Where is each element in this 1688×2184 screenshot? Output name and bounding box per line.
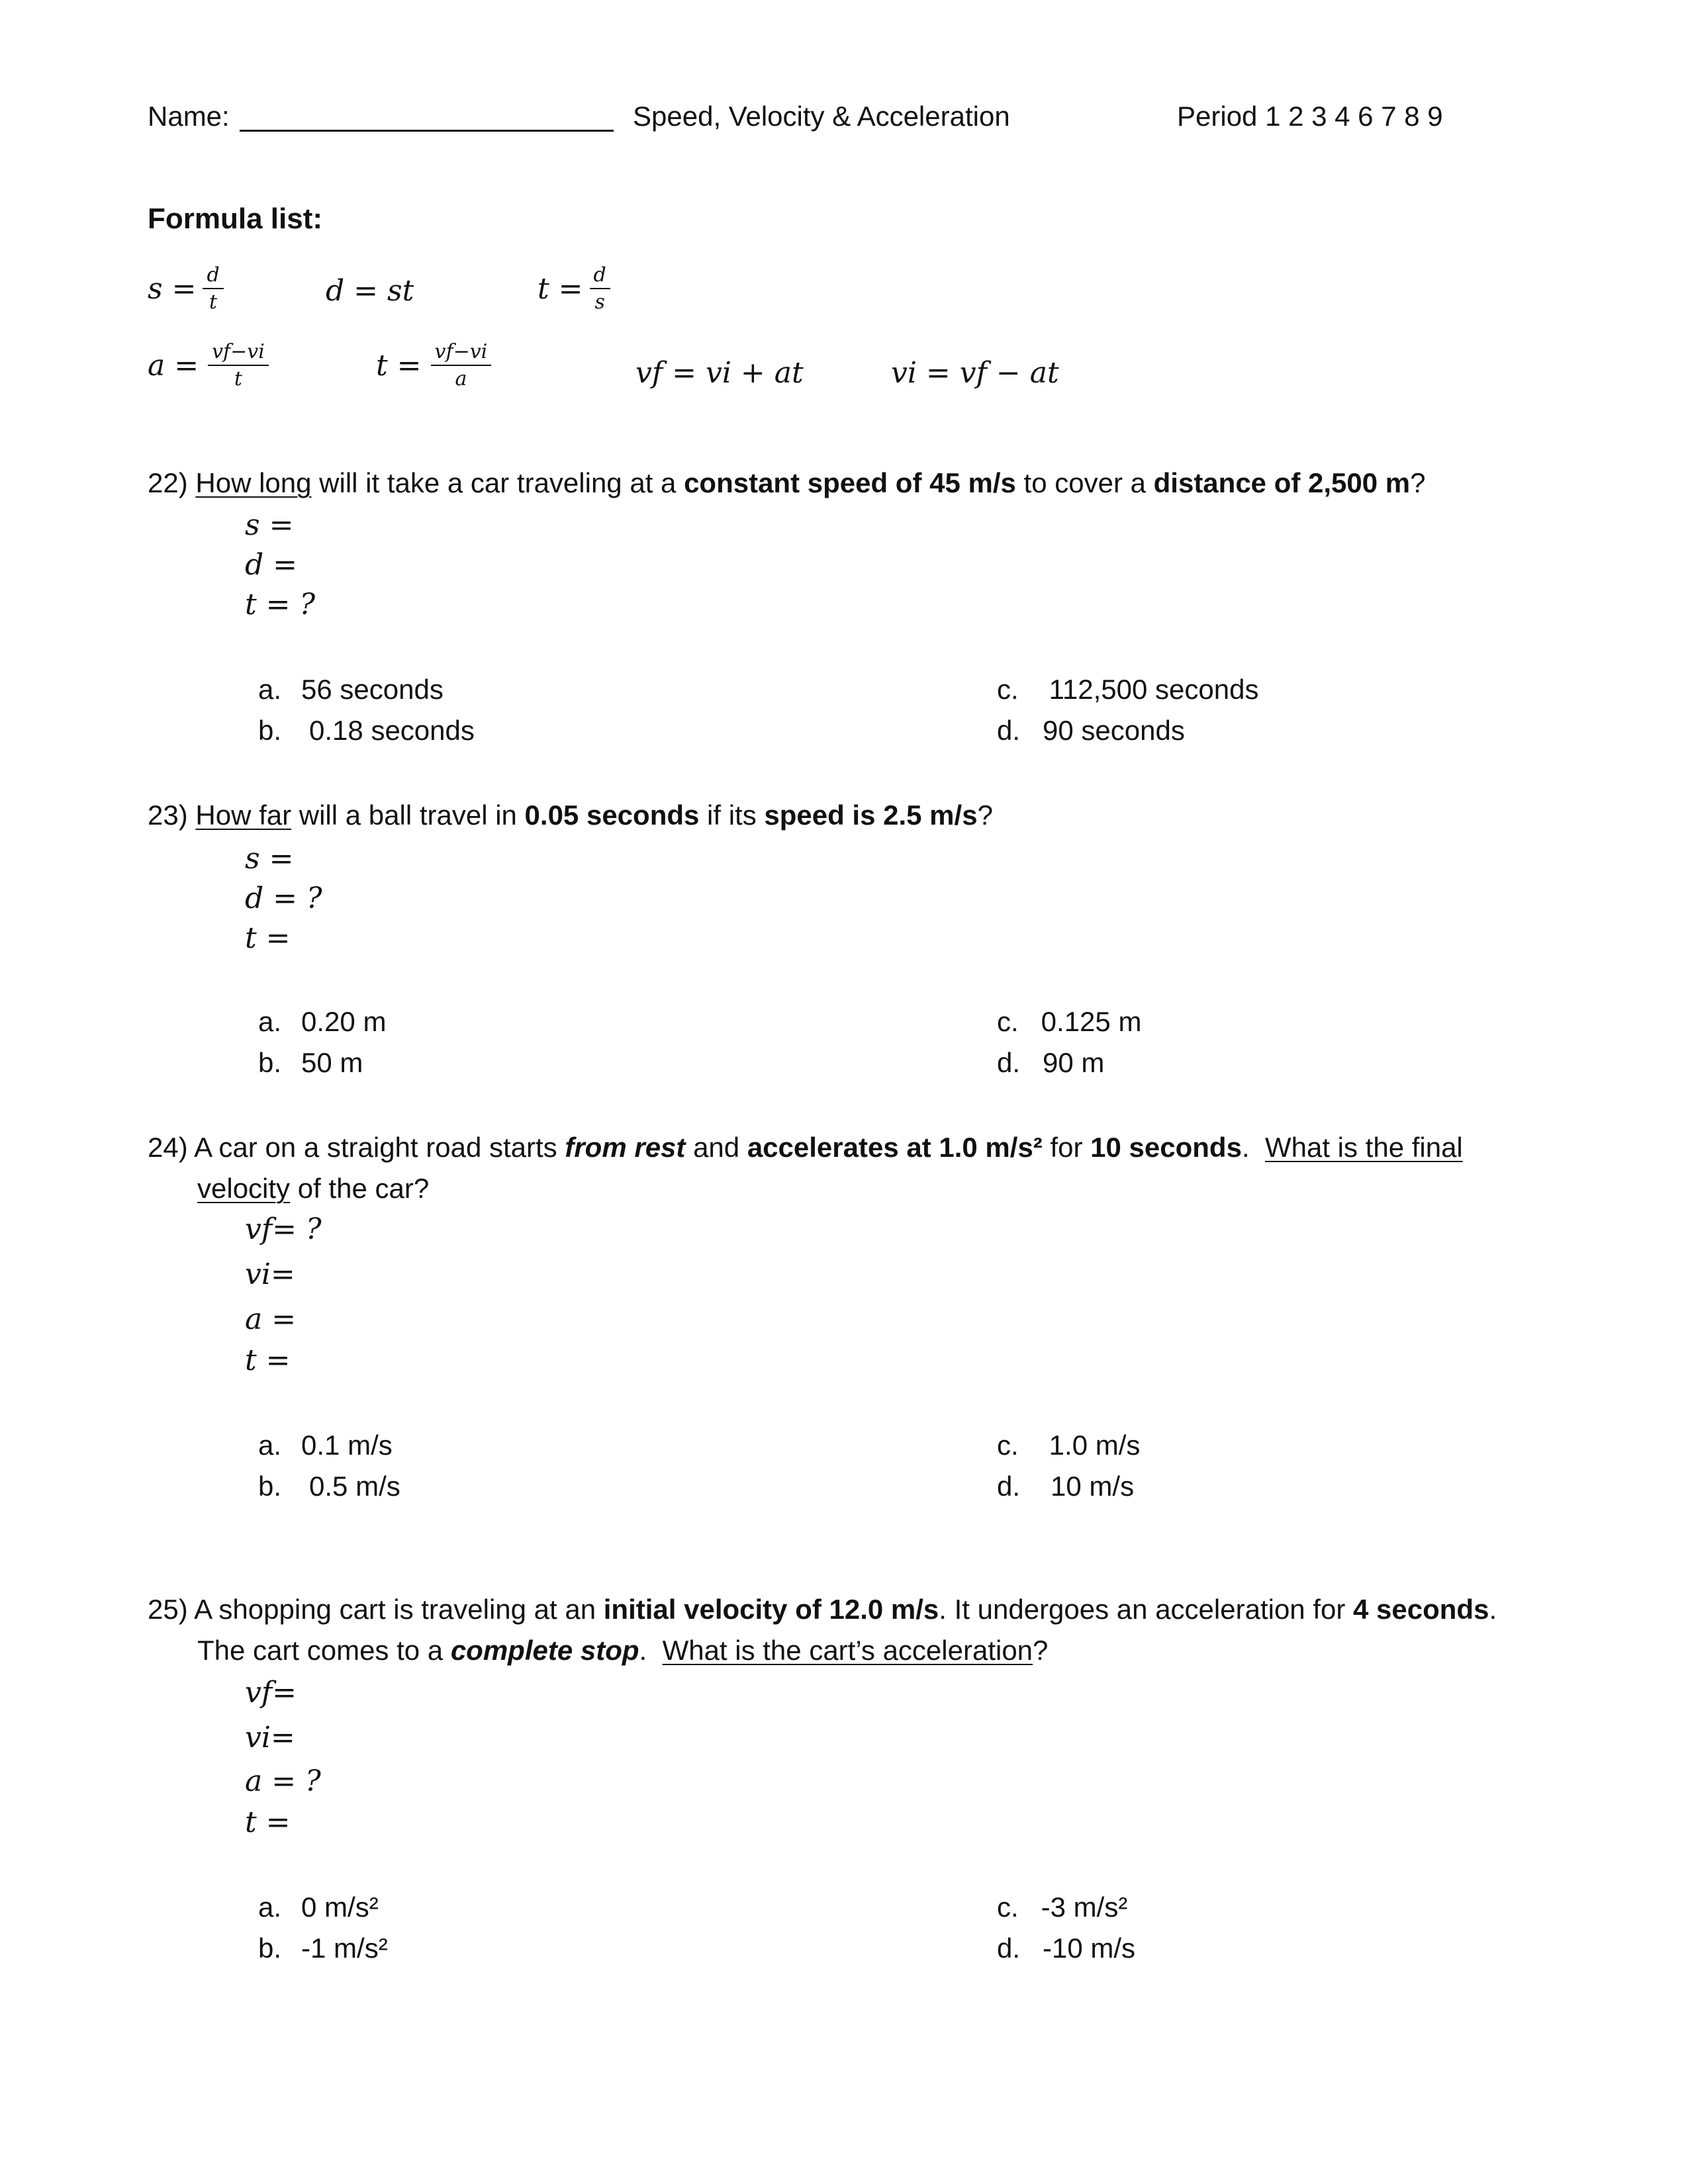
choice-letter: b. [258, 1047, 282, 1078]
question-text-part: . It undergoes an acceleration for [939, 1594, 1354, 1625]
given-line: d = [245, 548, 298, 582]
formula-speed-fraction [203, 263, 223, 314]
choice-text: 0.5 m/s [309, 1471, 400, 1502]
question-text-part: The cart comes to a [197, 1635, 451, 1666]
question-text-part: from rest [565, 1132, 686, 1163]
question-number: 25) [148, 1594, 188, 1625]
question-22 [148, 467, 1426, 499]
choice-text: -10 m/s [1043, 1933, 1136, 1964]
question-text-part: 4 seconds [1353, 1594, 1489, 1625]
given-line: vi= [245, 1257, 295, 1291]
formula-speed-lhs: s = [148, 271, 197, 306]
choice-text: 0.1 m/s [301, 1430, 393, 1461]
question-text-part: initial velocity of 12.0 m/s [603, 1594, 939, 1625]
choice-c[interactable] [997, 674, 1258, 705]
question-text-part: . [1241, 1132, 1265, 1163]
choice-text: 0 m/s² [301, 1891, 379, 1923]
name-label: Name: [148, 101, 230, 132]
given-line: a = [245, 1302, 297, 1336]
choice-text: 0.20 m [301, 1006, 387, 1037]
choice-b[interactable] [258, 1933, 388, 1964]
question-text-part: 0.05 seconds [524, 799, 700, 831]
question-text-part: to cover a [1015, 467, 1154, 498]
question-text-part: will a ball travel in [291, 799, 525, 831]
formula-time-lhs: t = [538, 271, 583, 306]
choice-text: -3 m/s² [1041, 1891, 1128, 1923]
formula-final-velocity: vf = vi + at [635, 356, 804, 390]
choice-letter: b. [258, 1933, 282, 1964]
given-line: s = [245, 842, 294, 876]
formula-time-accel-num: vf−vi [431, 340, 492, 366]
choice-text: 1.0 m/s [1049, 1430, 1141, 1461]
question-text-part: constant speed of 45 m/s [684, 467, 1016, 498]
question-text-part: speed is 2.5 m/s [764, 799, 978, 831]
choice-letter: b. [258, 1471, 282, 1502]
formula-time-accel-lhs: t = [376, 348, 422, 383]
question-text-part: complete stop [450, 1635, 639, 1666]
given-line: t = [245, 1343, 291, 1377]
formula-speed-num: d [203, 263, 223, 289]
question-25-line2 [197, 1635, 1048, 1666]
given-line: vi= [245, 1721, 295, 1754]
choice-letter: d. [997, 1933, 1021, 1964]
formula-time-accel-fraction [431, 340, 492, 390]
choice-a[interactable] [258, 1006, 386, 1038]
question-text-part: if its [699, 799, 765, 831]
formula-acceleration-lhs: a = [148, 348, 199, 383]
question-23 [148, 799, 993, 831]
formula-time-accel-den: a [455, 367, 467, 390]
formula-speed-den: t [209, 291, 218, 314]
formula-time [538, 263, 610, 314]
choice-b[interactable] [258, 1047, 363, 1079]
choice-d[interactable] [997, 1933, 1135, 1964]
choice-letter: a. [258, 1430, 282, 1461]
choice-letter: c. [997, 674, 1019, 705]
choice-text: 90 seconds [1043, 715, 1185, 746]
given-line: s = [245, 508, 294, 542]
question-text-part: What is the final [1264, 1132, 1463, 1163]
name-blank-line[interactable] [240, 130, 614, 132]
formula-acceleration-fraction [208, 340, 269, 390]
formula-heading: Formula list: [148, 203, 323, 235]
choice-letter: a. [258, 1006, 282, 1037]
choice-c[interactable] [997, 1430, 1140, 1461]
question-24-line2 [197, 1173, 429, 1205]
formula-acceleration-num: vf−vi [208, 340, 269, 366]
question-text-part: distance of 2,500 m [1153, 467, 1411, 498]
formula-time-den: s [594, 291, 605, 314]
choice-text: 90 m [1043, 1047, 1105, 1078]
choice-letter: d. [997, 715, 1021, 746]
question-text-part: accelerates at 1.0 m/s² [747, 1132, 1043, 1163]
question-text-part: and [685, 1132, 747, 1163]
period-list: Period 1 2 3 4 6 7 8 9 [1177, 101, 1443, 132]
choice-d[interactable] [997, 1471, 1134, 1502]
choice-text: 0.125 m [1041, 1006, 1142, 1037]
choice-b[interactable] [258, 715, 475, 747]
choice-a[interactable] [258, 1430, 393, 1461]
given-line: vf= ? [245, 1212, 322, 1246]
question-text-part: How long [195, 467, 312, 498]
choice-letter: c. [997, 1891, 1019, 1923]
question-text-part: A shopping cart is traveling at an [194, 1594, 604, 1625]
choice-c[interactable] [997, 1891, 1127, 1923]
choice-text: -1 m/s² [301, 1933, 388, 1964]
question-text-part: ? [977, 799, 993, 831]
choice-d[interactable] [997, 1047, 1104, 1079]
choice-letter: c. [997, 1006, 1019, 1037]
question-text-part: velocity [197, 1173, 291, 1204]
choice-a[interactable] [258, 1891, 379, 1923]
question-number: 23) [148, 799, 188, 831]
formula-acceleration [148, 340, 269, 390]
choice-text: 50 m [301, 1047, 363, 1078]
choice-text: 10 m/s [1051, 1471, 1135, 1502]
choice-letter: d. [997, 1471, 1021, 1502]
choice-b[interactable] [258, 1471, 400, 1502]
worksheet-title: Speed, Velocity & Acceleration [633, 101, 1010, 132]
formula-acceleration-den: t [234, 367, 242, 390]
question-text-part: A car on a straight road starts [194, 1132, 565, 1163]
given-line: t = [245, 1805, 291, 1839]
question-text-part: . [639, 1635, 663, 1666]
question-text-part: How far [195, 799, 292, 831]
given-line: vf= [245, 1676, 297, 1709]
choice-c[interactable] [997, 1006, 1141, 1038]
formula-time-accel [376, 340, 491, 390]
formula-time-num: d [590, 263, 610, 289]
choice-letter: a. [258, 1891, 282, 1923]
choice-letter: d. [997, 1047, 1021, 1078]
question-number: 24) [148, 1132, 188, 1163]
question-text-part: ? [1033, 1635, 1049, 1666]
choice-a[interactable] [258, 674, 444, 705]
question-text-part: . [1489, 1594, 1497, 1625]
question-text-part: for [1042, 1132, 1091, 1163]
formula-speed [148, 263, 224, 314]
question-number: 22) [148, 467, 188, 498]
choice-letter: c. [997, 1430, 1019, 1461]
formula-distance: d = st [326, 274, 414, 308]
question-text-part: ? [1410, 467, 1426, 498]
given-line: d = ? [245, 882, 322, 915]
choice-text: 56 seconds [301, 674, 444, 705]
given-line: t = [245, 921, 291, 955]
question-text-part: 10 seconds [1090, 1132, 1242, 1163]
choice-letter: b. [258, 715, 282, 746]
given-line: t = ? [245, 588, 316, 621]
question-24 [148, 1132, 1463, 1163]
question-text-part: What is the cart’s acceleration [662, 1635, 1033, 1666]
choice-text: 0.18 seconds [309, 715, 475, 746]
choice-text: 112,500 seconds [1049, 674, 1259, 705]
question-text-part: will it take a car traveling at a [311, 467, 684, 498]
question-text-part: of the car? [290, 1173, 430, 1204]
formula-time-fraction [590, 263, 610, 314]
question-25 [148, 1594, 1497, 1625]
choice-d[interactable] [997, 715, 1185, 747]
formula-initial-velocity: vi = vf − at [891, 356, 1059, 390]
given-line: a = ? [245, 1764, 321, 1798]
choice-letter: a. [258, 674, 282, 705]
